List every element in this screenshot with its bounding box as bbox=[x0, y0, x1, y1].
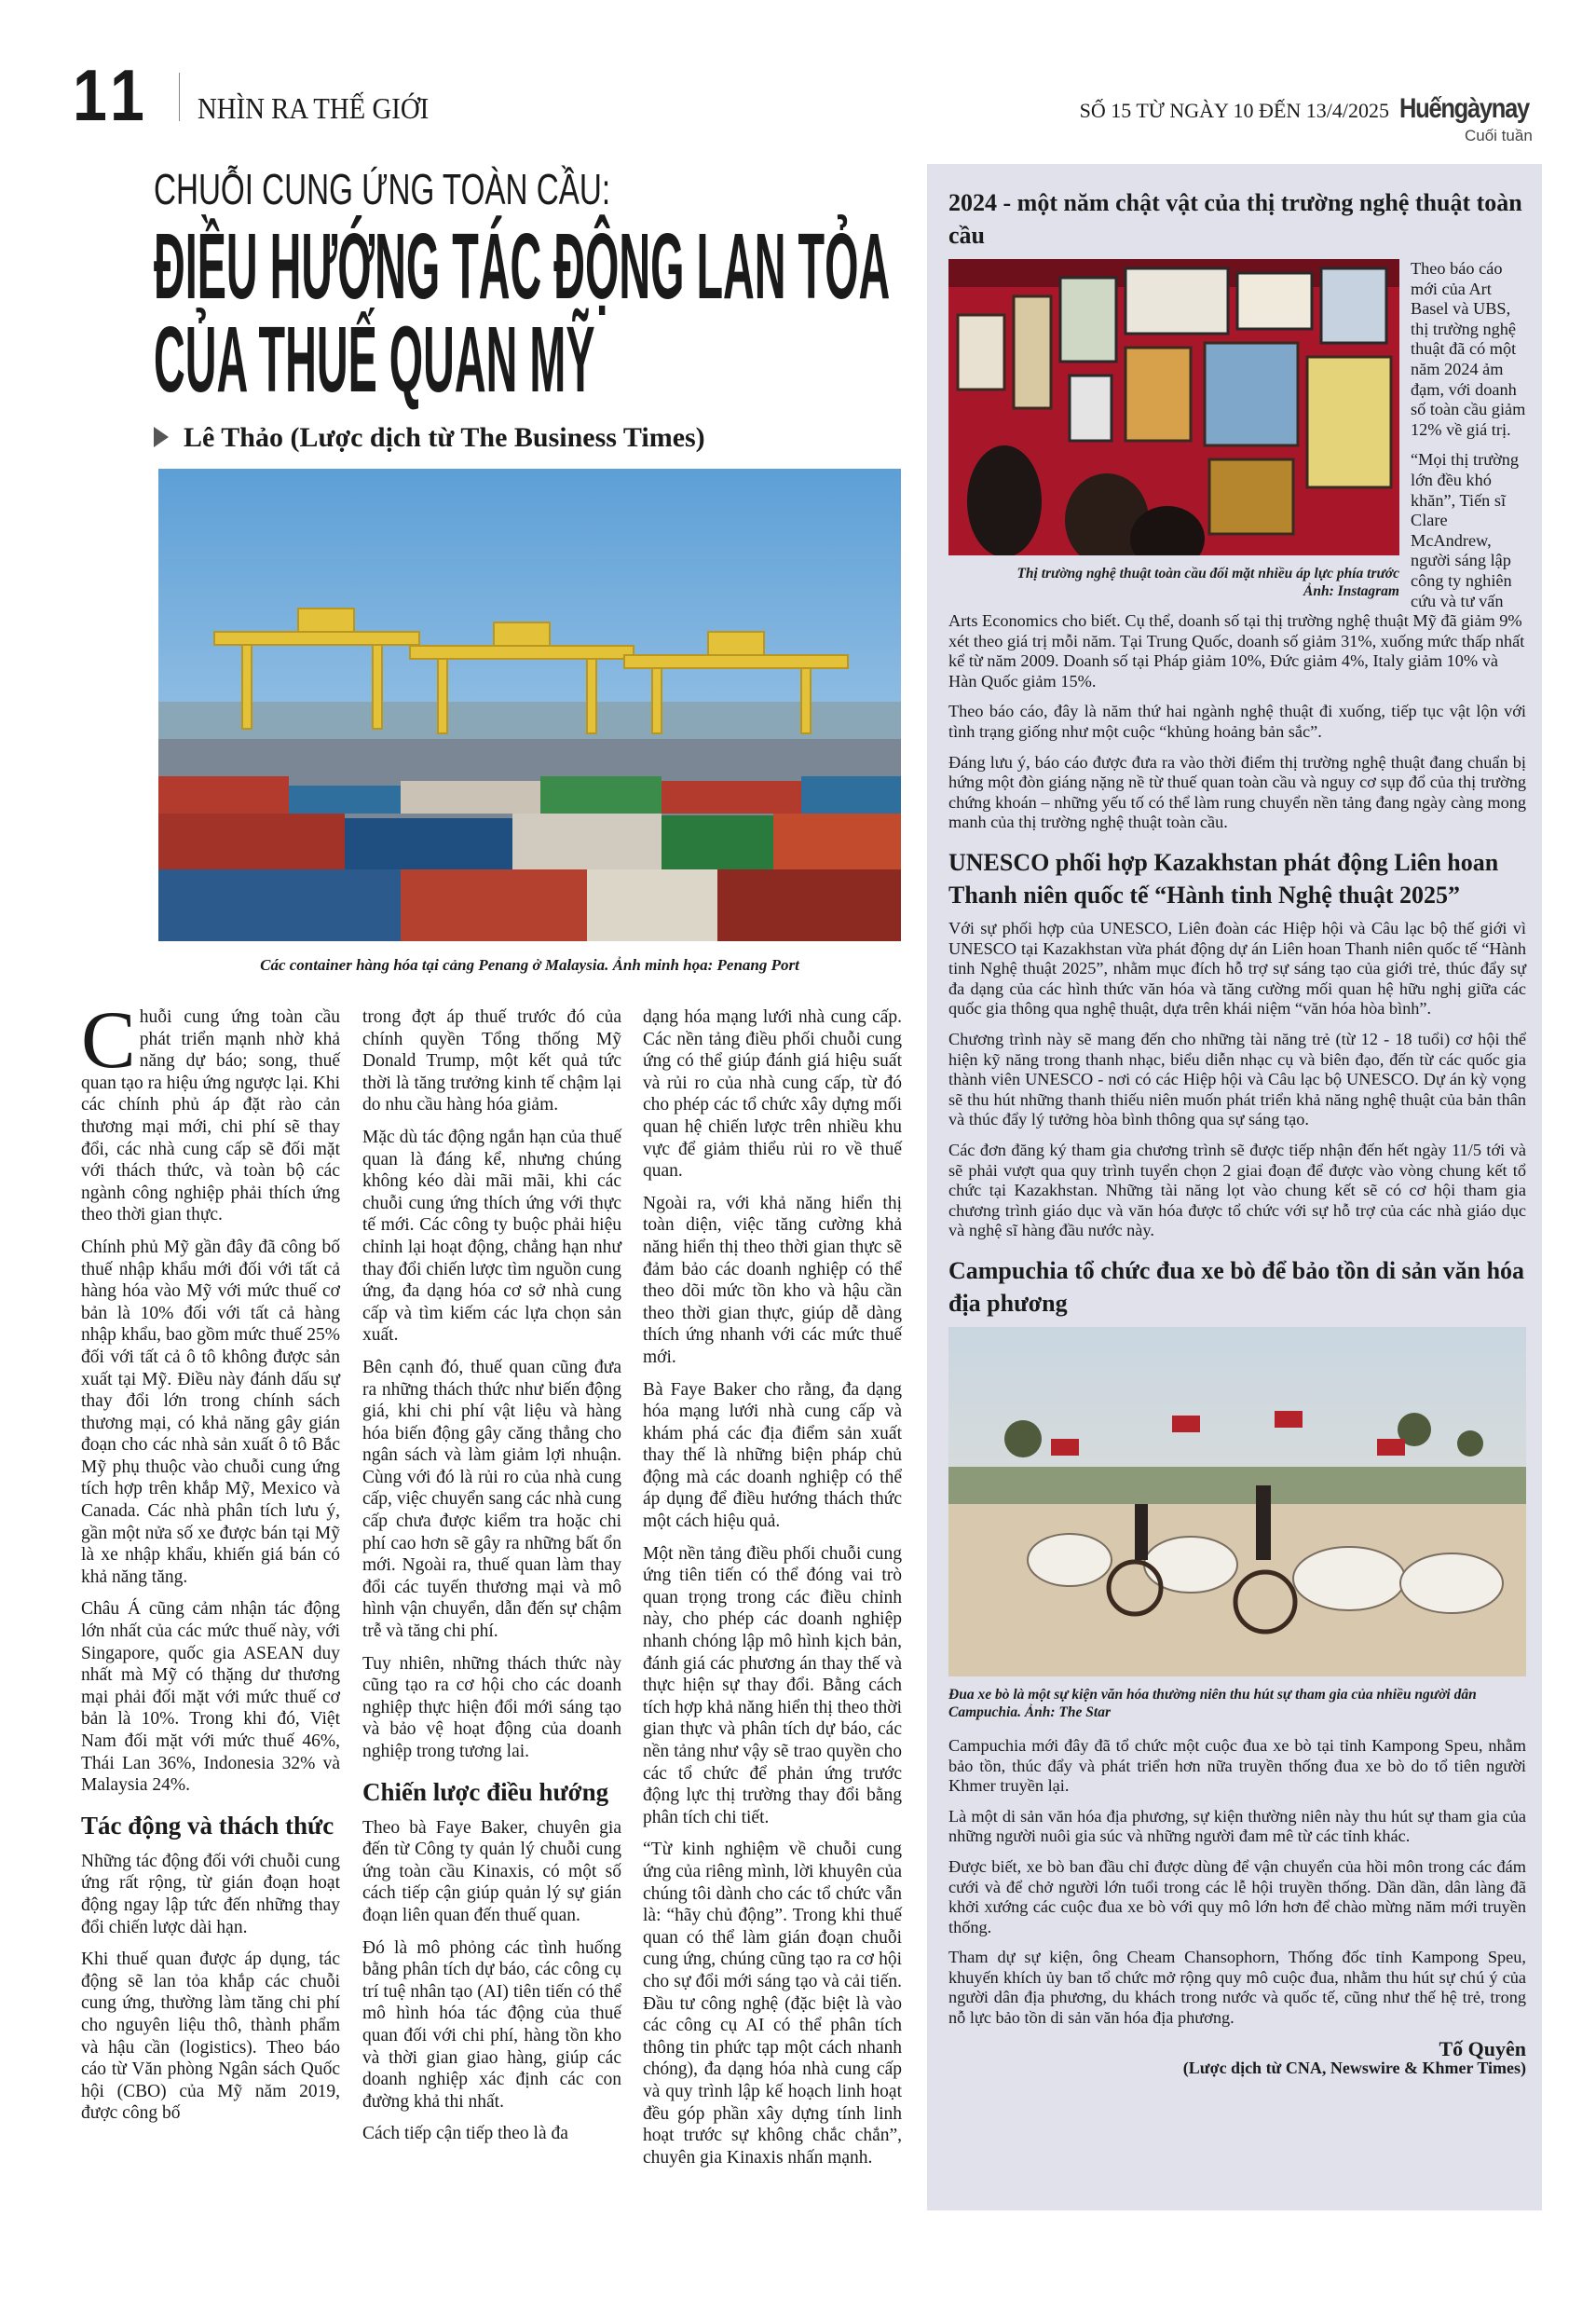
logo-sub: Cuối tuần bbox=[1465, 127, 1533, 144]
paragraph: Là một di sản văn hóa địa phương, sự kiện thường niên này thu hút sự tham gia của những người nuôi gia súc và những người đam mê từ các tỉnh khác. bbox=[948, 1806, 1526, 1846]
paragraph: Một nền tảng điều phối chuỗi cung ứng tiên tiến có thể đóng vai trò quan trọng trong các điều chỉnh này, cho phép các doanh nghiệp nhanh chóng lập mô hình kịch bản, đánh giá các phương án thay thế và thực hiện sự thay đổi. Bằng cách tích hợp khả năng hiển thị theo thời gian thực và phân tích dự báo, các nền tảng như vậy sẽ trao quyền cho các tổ chức để phản ứng trước động lực thị trường thay đổi bằng phân tích chi tiết. bbox=[643, 1543, 902, 1827]
source-credit: (Lược dịch từ CNA, Newswire & Khmer Times) bbox=[1182, 2059, 1526, 2078]
art-gallery-photo bbox=[948, 259, 1399, 555]
paragraph: Đó là mô phỏng các tình huống bằng phân tích dự báo, các công cụ trí tuệ nhân tạo (AI) tiên tiến có thể mô hình hóa tác động của thuế quan đối với chi phí, hàng tồn kho và thời gian giao hàng, giúp các doanh nghiệp xác định các con đường khả thi nhất. bbox=[362, 1937, 621, 2112]
caption-credit: Ảnh: Instagram bbox=[1303, 583, 1399, 599]
article-kicker: CHUỖI CUNG ỨNG TOÀN CẦU: bbox=[154, 165, 611, 213]
paragraph: Khi thuế quan được áp dụng, tác động sẽ lan tỏa khắp các chuỗi cung ứng, thường làm tăng chi phí cho nguyên liệu thô, thành phẩm và hậu cần (logistics). Theo báo cáo từ Văn phòng Ngân sách Quốc hội (CBO) của Mỹ năm 2019, được công bố bbox=[81, 1949, 340, 2124]
byline-text: Lê Thảo (Lược dịch từ The Business Times) bbox=[184, 422, 705, 453]
paragraph: Các đơn đăng ký tham gia chương trình sẽ được tiếp nhận đến hết ngày 11/5 tới và sẽ phải vượt qua quy trình tuyển chọn 2 giai đoạn để được vào vòng chung kết tổ chức tại Kazakhstan. Những tài năng lọt vào chung kết sẽ có cơ hội tham gia chương trình giáo dục và văn hóa được tổ chức với sự hỗ trợ của các nhà giáo dục và nghệ sĩ hàng đầu nước này. bbox=[948, 1140, 1526, 1240]
paragraph: Bên cạnh đó, thuế quan cũng đưa ra những thách thức như biến động giá, khi chi phí vật liệu và hàng hóa biến động gây căng thẳng cho ngân sách và làm giảm lợi nhuận. Cùng với đó là rủi ro của nhà cung cấp, việc chuyển sang các nhà cung cấp chưa được kiểm tra hoặc chi phí cao hơn sẽ gây ra những bất ổn mới. Ngoài ra, thuế quan làm thay đổi các tuyến thương mại và mô hình vận chuyển, dẫn đến sự chậm trễ và tăng chi phí. bbox=[362, 1357, 621, 1642]
story-title: Campuchia tổ chức đua xe bò để bảo tồn di sản văn hóa địa phương bbox=[948, 1256, 1525, 1317]
paragraph: Chương trình này sẽ mang đến cho những tài năng trẻ (từ 12 - 18 tuổi) cơ hội thể hiện kỹ năng trong thanh nhạc, biểu diễn nhạc cụ và biên đạo, đến từ các quốc gia thành viên UNESCO - nơi có các Hiệp hội và Câu lạc bộ UNESCO. Dự án kỳ vọng sẽ thu hút những thanh thiếu niên muốn phát triển khả năng nghệ thuật của bản thân và thúc đẩy lý tưởng hòa bình thông qua sự sáng tạo. bbox=[948, 1030, 1526, 1129]
drop-cap: C bbox=[81, 995, 136, 1086]
ox-cart-race-photo bbox=[948, 1327, 1526, 1676]
article-column-2 bbox=[362, 1006, 621, 2155]
issue-info: SỐ 15 TỪ NGÀY 10 ĐẾN 13/4/2025 bbox=[1079, 99, 1389, 122]
story-title: 2024 - một năm chật vật của thị trường nghệ thuật toàn cầu bbox=[948, 189, 1522, 249]
paragraph: Được biết, xe bò ban đầu chỉ được dùng để vận chuyển của hồi môn trong các đám cưới và để chở người lớn tuổi trong các lễ hội truyền thống. Dần dần, dân làng đã khởi xướng các cuộc đua xe bò với quy mô lớn hơn để chào mừng năm mới truyền thống. bbox=[948, 1856, 1526, 1936]
story-title: UNESCO phối hợp Kazakhstan phát động Liên hoan Thanh niên quốc tế “Hành tinh Nghệ thuật 2025” bbox=[948, 849, 1499, 910]
title-line-2: CỦA THUẾ QUAN MỸ bbox=[154, 308, 595, 412]
paragraph-text: huỗi cung ứng toàn cầu phát triển mạnh nhờ khả năng dự báo; song, thuế quan tạo ra hiệu ứng ngược lại. Khi các chính phủ áp đặt rào cản thương mại mới, chi phí sẽ thay đổi, các nhà cung cấp sẽ đối mặt với thách thức, và toàn bộ các ngành công nghiệp phải thích ứng theo thời gian thực. bbox=[81, 1007, 340, 1225]
art-image-caption bbox=[948, 565, 1399, 600]
paragraph: Tham dự sự kiện, ông Cheam Chansophorn, Thống đốc tỉnh Kampong Speu, khuyến khích ủy ban tổ chức mở rộng quy mô cuộc đua, nhằm thu hút sự chú ý của người dân địa phương, du khách trong nước và quốc tế, cũng như thế hệ trẻ, trong nỗ lực bảo tồn di sản văn hóa địa phương. bbox=[948, 1948, 1526, 2028]
paragraph: Campuchia mới đây đã tổ chức một cuộc đua xe bò tại tỉnh Kampong Speu, nhằm bảo tồn, thúc đẩy và phát triển hơn nữa truyền thống đua xe bò do tổ tiên người Khmer truyền lại. bbox=[948, 1735, 1526, 1796]
paragraph: “Từ kinh nghiệm về chuỗi cung ứng của riêng mình, lời khuyên của chúng tôi dành cho các tổ chức vẫn là: “hãy chủ động”. Trong khi thuế quan có thể làm gián đoạn chuỗi cung ứng, chúng cũng tạo ra cơ hội cho sự đổi mới sáng tạo và cải tiến. Đầu tư công nghệ (đặc biệt là vào các công cụ AI có thể phân tích thông tin phức tạp một cách nhanh chóng), đa dạng hóa nhà cung cấp và quy trình lập kế hoạch linh hoạt đều góp phần xây dựng tính linh hoạt trước sự không chắc chắn”, chuyên gia Kinaxis nhấn mạnh. bbox=[643, 1840, 902, 2168]
byline bbox=[154, 421, 705, 455]
page-number: 11 bbox=[73, 54, 151, 136]
paragraph: trong đợt áp thuế trước đó của chính quyền Tổng thống Mỹ Donald Trump, một kết quả tức thời là tăng trưởng kinh tế chậm lại do nhu cầu hàng hóa giảm. bbox=[362, 1007, 621, 1115]
article-column-3 bbox=[643, 1006, 902, 2179]
paragraph: Theo báo cáo, đây là năm thứ hai ngành nghệ thuật đi xuống, tiếp tục vật lộn với tình trạng giống như một cuộc “khủng hoảng bản sắc”. bbox=[948, 702, 1526, 742]
paragraph: “Mọi thị trường lớn đều khó khăn”, Tiến sĩ Clare McAndrew, người sáng lập công ty nghiên cứu và tư vấn Arts Economics cho biết. Cụ thể, doanh số tại thị trường nghệ thuật Mỹ đã giảm 9% xét theo giá trị mỗi năm. Tại Trung Quốc, doanh số giảm 31%, xuống mức thấp nhất kể từ năm 2009. Doanh số tại Pháp giảm 10%, Đức giảm 4%, Italy giảm 10% và Hàn Quốc giảm 15%. bbox=[948, 450, 1525, 691]
paragraph: Ngoài ra, với khả năng hiển thị toàn diện, việc tăng cường khả năng hiển thị theo thời gian thực sẽ đảm bảo các doanh nghiệp có thể theo dõi mức tồn kho và hậu cần theo thời gian thực, giúp dễ dàng thích ứng nhanh với các mức thuế mới. bbox=[643, 1193, 902, 1367]
port-photo bbox=[158, 469, 901, 941]
article-column-1 bbox=[81, 995, 340, 2135]
title-line-1: ĐIỀU HƯỚNG TÁC ĐỘNG LAN TỎA bbox=[154, 214, 891, 319]
paragraph: Chính phủ Mỹ gần đây đã công bố thuế nhập khẩu mới đối với tất cả hàng hóa vào Mỹ với mức thuế cơ bản là 10% đối với tất cả hàng nhập khẩu, bao gồm mức thuế 25% đối với tất cả ô tô không được sản xuất tại Mỹ. Điều này đánh dấu sự thay đổi lớn trong chính sách thương mại, có khả năng gây gián đoạn cho các nhà sản xuất ô tô Bắc Mỹ phụ thuộc vào chuỗi cung ứng tích hợp trên khắp Mỹ, Mexico và Canada. Các nhà phân tích lưu ý, gần một nửa số xe được bán tại Mỹ là xe nhập khẩu, khiến giá bán có khả năng tăng. bbox=[81, 1237, 340, 1587]
author: Tố Quyên bbox=[1439, 2036, 1526, 2060]
logo-main: Huếngàynay bbox=[1399, 93, 1529, 124]
sidebar-story-art-market bbox=[948, 186, 1526, 2079]
paragraph: Đáng lưu ý, báo cáo được đưa ra vào thời điểm thị trường nghệ thuật đang chuẩn bị hứng một đòn giáng nặng nề từ thuế quan toàn cầu và nguy cơ sụp đổ của thị trường chứng khoán – những yếu tố có thể làm rung chuyển nền tảng đang ngày càng mong manh của thị trường nghệ thuật toàn cầu. bbox=[948, 752, 1526, 832]
paragraph: Cách tiếp cận tiếp theo là đa bbox=[362, 2124, 568, 2144]
paragraph bbox=[81, 995, 340, 1226]
header-divider bbox=[179, 73, 180, 121]
paragraph: Châu Á cũng cảm nhận tác động lớn nhất của các mức thuế này, với Singapore, quốc gia ASEAN duy nhất mà Mỹ có thặng dư thương mại phải đối mặt với mức thuế cơ bản là 10%. Trong khi đó, Việt Nam đối mặt với mức thuế 46%, Thái Lan 36%, Indonesia 32% và Malaysia 24%. bbox=[81, 1599, 340, 1796]
art-figure bbox=[948, 259, 1399, 600]
triangle-icon bbox=[154, 427, 169, 447]
paragraph: Theo bà Faye Baker, chuyên gia đến từ Công ty quản lý chuỗi cung ứng toàn cầu Kinaxis, có một số cách tiếp cận giúp quản lý sự gián đoạn liên quan đến thuế quan. bbox=[362, 1817, 621, 1925]
paragraph: dạng hóa mạng lưới nhà cung cấp. Các nền tảng điều phối chuỗi cung ứng có thể giúp đánh giá hiệu suất và rủi ro của nhà cung cấp, từ đó cho phép các tổ chức xây dựng mối quan hệ chiến lược trên nhiều khu vực để giảm thiểu rủi ro về thuế quan. bbox=[643, 1007, 902, 1182]
paragraph: Theo báo cáo mới của Art Basel và UBS, thị trường nghệ thuật đã có một năm 2024 ảm đạm, với doanh số toàn cầu giảm 12% về giá trị. bbox=[1411, 259, 1526, 439]
paragraph: Với sự phối hợp của UNESCO, Liên đoàn các Hiệp hội và Câu lạc bộ thế giới vì UNESCO tại Kazakhstan vừa phát động dự án Liên hoan Thanh niên quốc tế “Hành tinh Nghệ thuật 2025”, nhằm mục đích hỗ trợ sự sáng tạo của giới trẻ, thúc đẩy sự đa dạng của các hình thức văn hóa và tăng cường mối quan hệ hữu nghị giữa các quốc gia thông qua nghệ thuật, dựa trên khái niệm “văn hóa hòa bình”. bbox=[948, 919, 1526, 1019]
section-title: NHÌN RA THẾ GIỚI bbox=[198, 91, 430, 125]
newspaper-logo bbox=[1399, 93, 1548, 145]
paragraph: Tuy nhiên, những thách thức này cũng tạo ra cơ hội cho các doanh nghiệp thực hiện đổi mới sáng tạo và bảo vệ hoạt động của doanh nghiệp trong tương lai. bbox=[362, 1653, 621, 1761]
paragraph: Những tác động đối với chuỗi cung ứng rất rộng, từ gián đoạn hoạt động ngay lập tức đến những thay đổi chiến lược dài hạn. bbox=[81, 1851, 340, 1937]
main-image-caption: Các container hàng hóa tại cảng Penang ở Malaysia. Ảnh minh họa: Penang Port bbox=[260, 956, 799, 974]
paragraph: Bà Faye Baker cho rằng, đa dạng hóa mạng lưới nhà cung cấp và khám phá các địa điểm sản xuất thay thế là những biện pháp chủ động mà các doanh nghiệp có thể áp dụng để điều hướng thách thức một cách hiệu quả. bbox=[643, 1379, 902, 1532]
ox-cart-image-caption: Đua xe bò là một sự kiện văn hóa thường niên thu hút sự tham gia của nhiều người dân Campuchia. Ảnh: The Star bbox=[948, 1686, 1477, 1720]
subheading: Tác động và thách thức bbox=[81, 1811, 334, 1840]
subheading: Chiến lược điều hướng bbox=[362, 1777, 609, 1806]
paragraph: Mặc dù tác động ngắn hạn của thuế quan là đáng kể, nhưng chúng không kéo dài mãi mãi, khi các chuỗi cung ứng thích ứng với thực tế mới. Các công ty buộc phải hiệu chỉnh lại hoạt động, chẳng hạn như thay đổi chiến lược tìm nguồn cung ứng, đa dạng hóa cơ sở nhà cung cấp và tìm kiếm các lựa chọn sản xuất. bbox=[362, 1127, 621, 1346]
caption-text: Thị trường nghệ thuật toàn cầu đối mặt nhiều áp lực phía trước bbox=[1016, 566, 1399, 581]
